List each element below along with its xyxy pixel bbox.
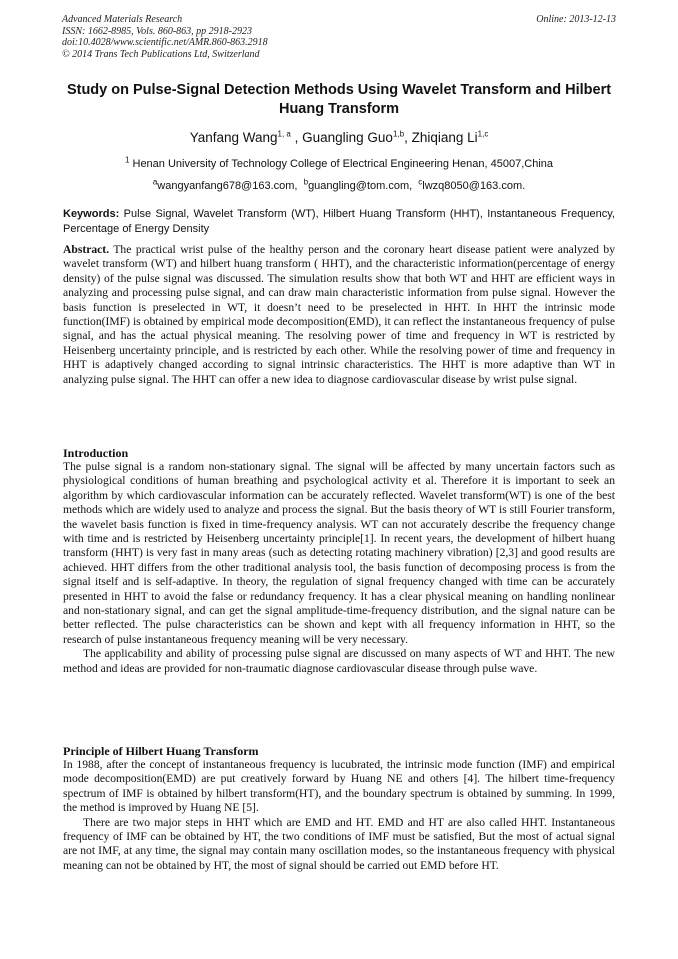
journal-name: Advanced Materials Research	[62, 14, 183, 25]
section-heading-introduction: Introduction	[63, 446, 129, 460]
affiliation	[40, 157, 638, 171]
email-mark: a	[152, 177, 158, 187]
email-list	[40, 179, 638, 193]
author-name: Guangling Guo	[302, 130, 393, 145]
author-affiliation-mark: 1,c	[477, 129, 489, 139]
doi-line: doi:10.4028/www.scientific.net/AMR.860-863.2918	[62, 37, 268, 48]
copyright-line: © 2014 Trans Tech Publications Ltd, Switzerland	[62, 48, 260, 60]
email-link[interactable]: lwzq8050@163.com.	[422, 180, 526, 192]
issn-line: ISSN: 1662-8985, Vols. 860-863, pp 2918-2923	[62, 25, 252, 37]
email-mark: c	[418, 177, 423, 187]
email-link[interactable]: wangyanfang678@163.com,	[157, 180, 298, 192]
paper-title: Study on Pulse-Signal Detection Methods Using Wavelet Transform and Hilbert Huang Transform	[66, 82, 612, 117]
affiliation-text: Henan University of Technology College of Electrical Engineering Henan, 45007,China	[132, 158, 553, 170]
introduction-paragraph: The applicability and ability of processing pulse signal are discussed on many aspects of WT and HHT. The new method and ideas are provided for non-traumatic diagnose cardiovascular disease through pulse wave.	[63, 647, 615, 675]
author-name: Yanfang Wang	[189, 130, 278, 145]
principle-paragraph: There are two major steps in HHT which are EMD and HT. EMD and HT are also called HHT. Instantaneous frequency of IMF can be obtained by HT, the two conditions of IMF must be satisfied, But the most of actual signal are not IMF, at any time, the signal may contain many oscillation modes, so the instantaneous frequency with physical meaning can not be obtained by HT, the most of signal should be carried out EMD before HT.	[63, 815, 615, 872]
abstract-text: The practical wrist pulse of the healthy person and the coronary heart disease patient were analyzed by wavelet transform (WT) and hilbert huang transform ( HHT), and the characteristic information(percentage of energy density) of the pulse signal was discussed. The simulation results show that both WT and HHT are efficient ways in analyzing and processing pulse signal, and can draw main characteristic information from pulse signal. However the basis function is preselected in WT, it doesn’t need to be preselected in HHT. In HHT the intrinsic mode function(IMF) is obtained by empirical mode decomposition(EMD), it can reflect the instantaneous frequency of pulse signal, and has the actual physical meaning. The resolving power of time and frequency in WT is restricted by Heisenberg uncertainty principle, and is restricted by each other. While the resolving power of time and frequency in HHT is adaptively changed according to signal intrinsic characteristics. The HHT is more adaptive than WT in analyzing pulse signal. The HHT can offer a new idea to diagnose cardiovascular disease by wrist pulse signal.	[63, 243, 615, 386]
abstract	[63, 243, 615, 387]
affiliation-mark: 1	[124, 155, 130, 165]
keywords-text: Pulse Signal, Wavelet Transform (WT), Hilbert Huang Transform (HHT), Instantaneous Frequency, Percentage of Energy Density	[63, 208, 615, 235]
keywords	[63, 207, 615, 236]
email-link[interactable]: guangling@tom.com,	[308, 180, 413, 192]
email-mark: b	[303, 177, 309, 187]
section-heading-principle: Principle of Hilbert Huang Transform	[63, 744, 259, 758]
introduction-body	[63, 460, 615, 676]
author-affiliation-mark: 1, a	[277, 129, 291, 139]
principle-body	[63, 758, 615, 873]
online-date: Online: 2013-12-13	[536, 14, 616, 25]
author-list: Yanfang Wang$^{1, a}$ , Guangling Guo$^{1,b}$, Zhiqiang Li$^{1,c}$	[189, 129, 489, 145]
journal-header	[62, 14, 616, 60]
keywords-label: Keywords:	[63, 208, 120, 220]
author-affiliation-mark: 1,b	[392, 129, 405, 139]
introduction-paragraph: The pulse signal is a random non-stationary signal. The signal will be affected by many uncertain factors such as physiological conditions of human breathing and psychological activity et al. Therefore it is important to seek an algorithm by which cardiovascular information can be accurately reflected. Wavelet transform(WT) is one of the best methods which are widely used to analyze and process the signal. But the basis theory of WT is still Fourier transform, the wavelet basis function is fixed in time-frequency analysis. WT can not accurately describe the frequency change with time and is restricted by Heisenberg uncertainty principle[1]. In recent years, the development of hilbert huang transform (HHT) is very fast in many areas (such as detecting rotating machinery vibration) [2,3] and good results are achieved. HHT differs from the other traditional analysis tool, the basis function of decomposing process is from the signal itself and is self-adaptive. In theory, the regulation of signal frequency changed with time can be accurately presented in HHT to avoid the false or redundancy frequency. It has a clear physical meaning on handling nonlinear and non-stationary signal, and can get the signal amplitude-time-frequency distribution, and the signal nature can be better reflected. The pulse characteristics can be shown and kept with all frequency information in HHT, so the research of pulse instantaneous frequency meaning will be very necessary.	[63, 460, 615, 646]
abstract-label: Abstract.	[63, 243, 110, 256]
author-name: Zhiqiang Li	[411, 130, 478, 145]
principle-paragraph: In 1988, after the concept of instantaneous frequency is lucubrated, the intrinsic mode function (IMF) and empirical mode decomposition(EMD) are put creatively forward by Huang NE and others [4]. The hilbert time-frequency spectrum of IMF is obtained by hilbert transform(HT), and the boundary spectrum is obtained by summing. In 1999, the method is improved by Huang NE [5].	[63, 758, 615, 815]
